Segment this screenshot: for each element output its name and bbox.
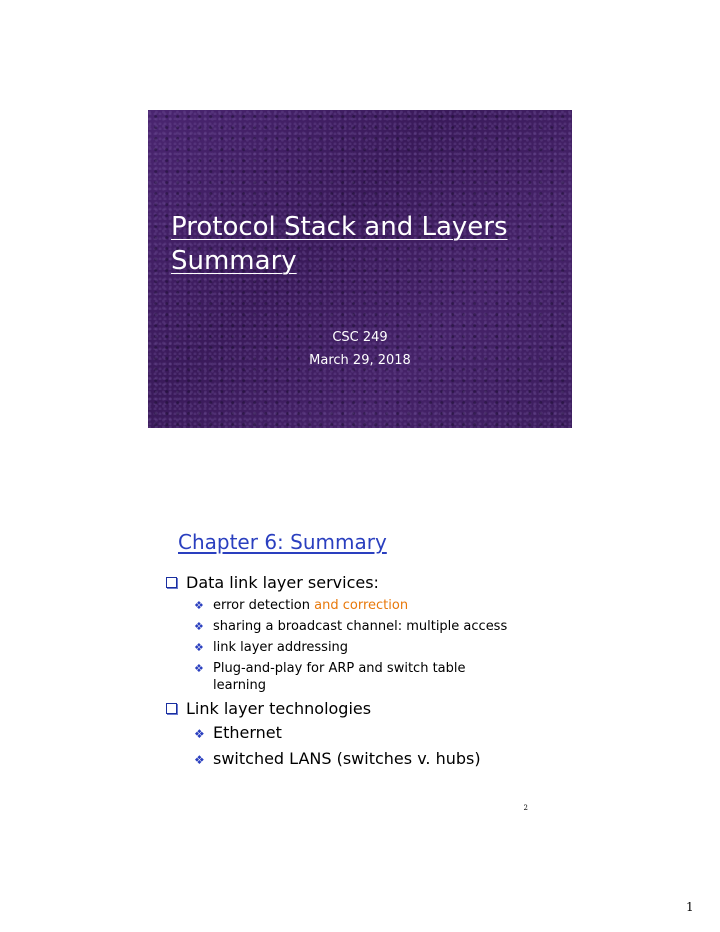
- sub-bullet-text: switched LANS (switches v. hubs): [213, 749, 481, 768]
- sub-bullet-text: Ethernet: [213, 723, 282, 742]
- slide-title-line-1: Protocol Stack and Layers: [171, 212, 508, 242]
- sub-bullet-text: sharing a broadcast channel: multiple access: [213, 619, 508, 634]
- sub-bullet-text: link layer addressing: [213, 640, 349, 655]
- diamond-bullet-icon: ❖: [194, 662, 204, 675]
- slide-title-line-2: Summary: [171, 246, 297, 276]
- diamond-bullet-icon: ❖: [194, 620, 204, 633]
- square-bullet-icon: [166, 703, 177, 714]
- bullet-item: [166, 698, 566, 720]
- title-slide: [148, 110, 572, 428]
- sub-bullet-item: [166, 660, 503, 694]
- diamond-bullet-icon: ❖: [194, 753, 205, 767]
- bullet-item: [166, 572, 566, 594]
- bullet-text: Data link layer services:: [186, 573, 379, 592]
- sub-bullet-item: [166, 722, 566, 744]
- summary-slide: [148, 522, 572, 822]
- summary-title: Chapter 6: Summary: [178, 530, 387, 554]
- sub-bullet-item: [166, 618, 566, 635]
- diamond-bullet-icon: ❖: [194, 727, 205, 741]
- sub-bullet-item: [166, 639, 566, 656]
- bullet-list: [166, 572, 566, 774]
- sub-bullet-highlight: and correction: [314, 598, 409, 613]
- slide-number: 2: [523, 804, 528, 812]
- diamond-bullet-icon: ❖: [194, 599, 204, 612]
- page-number: 1: [686, 900, 694, 914]
- sub-bullet-item: [166, 597, 566, 614]
- bullet-text: Link layer technologies: [186, 699, 372, 718]
- diamond-bullet-icon: ❖: [194, 641, 204, 654]
- sub-bullet-text: Plug-and-play for ARP and switch table learning: [213, 661, 466, 693]
- slide-date: March 29, 2018: [309, 353, 411, 368]
- course-code: CSC 249: [332, 330, 388, 345]
- square-bullet-icon: [166, 577, 177, 588]
- slide-title: [171, 210, 561, 278]
- sub-bullet-text: error detection: [213, 598, 315, 613]
- sub-bullet-item: [166, 748, 566, 770]
